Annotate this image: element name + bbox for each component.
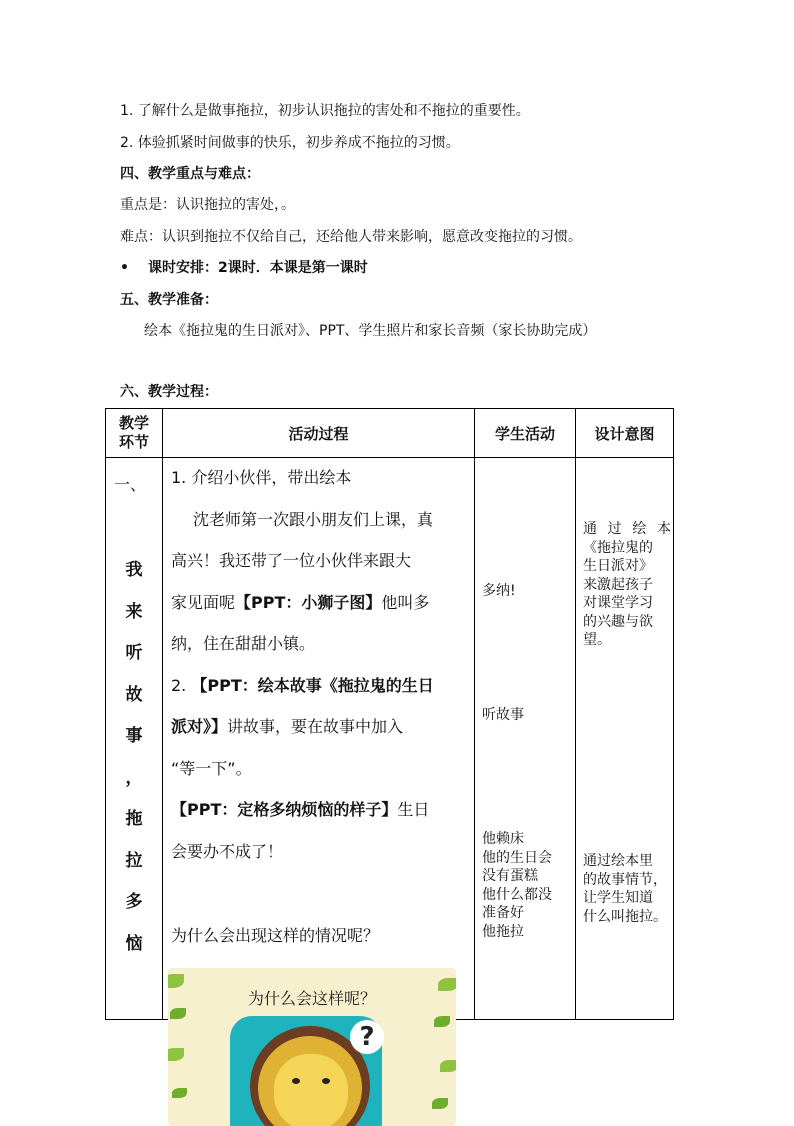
- lesson-table: [105, 408, 674, 1020]
- bullet-icon: •: [120, 260, 129, 276]
- ppt-cue: 【PPT：绘本故事《拖拉鬼的生日: [191, 676, 434, 695]
- design-line: 的兴趣与欲: [583, 613, 653, 630]
- header-student: 学生活动: [475, 409, 576, 458]
- stage-char: 恼: [125, 933, 143, 954]
- design-intent-1: [583, 520, 671, 650]
- leaf-icon: [440, 1060, 456, 1072]
- leaf-icon: [172, 1088, 187, 1098]
- activity-item-2: [171, 676, 467, 696]
- design-line: 通过绘本里: [583, 853, 653, 869]
- design-line: 对课堂学习: [583, 595, 653, 611]
- leaf-icon: [432, 1098, 448, 1109]
- activity-text-part: 讲故事，要在故事中加入: [227, 717, 404, 736]
- schedule-line: [120, 258, 368, 278]
- leaf-icon: [434, 1016, 450, 1027]
- stage-char: 拉: [125, 850, 143, 871]
- item-number: 2.: [171, 676, 192, 695]
- activity-text-part: 生日: [397, 800, 430, 819]
- schedule-text: 课时安排：2课时．本课是第一课时: [148, 260, 368, 276]
- activity-text: 会要办不成了！: [171, 842, 284, 861]
- design-line: 通过绘本: [583, 521, 671, 537]
- lion-eye: [322, 1078, 330, 1084]
- stage-char: 多: [125, 892, 143, 912]
- lion-illustration: [230, 1016, 382, 1126]
- stage-cell: [106, 458, 163, 1020]
- section-4-title: 四、教学重点与难点：: [120, 166, 260, 182]
- difficulty: 难点：认识到拖拉不仅给自己，还给他人带来影响，愿意改变拖拉的习惯。: [120, 229, 582, 245]
- section-6-title: 六、教学过程：: [120, 384, 218, 400]
- design-line: 《拖拉鬼的: [583, 539, 653, 556]
- student-response: 没有蛋糕: [482, 868, 538, 884]
- header-stage-line-1: 教学: [118, 414, 149, 432]
- student-response: 听故事: [482, 707, 524, 723]
- stage-char: 我: [125, 560, 143, 580]
- activity-text-part: 他叫多: [381, 593, 430, 612]
- goal-2: 2. 体验抓紧时间做事的快乐，初步养成不拖拉的习惯。: [120, 135, 460, 151]
- student-response: 他的生日会: [482, 849, 552, 866]
- stage-char: 听: [125, 643, 143, 663]
- stage-number: 一、: [114, 475, 147, 494]
- activity-text-part: 家见面呢: [171, 593, 236, 612]
- key-point: 重点是：认识拖拉的害处，。: [120, 197, 295, 213]
- ppt-cue: 派对》】: [171, 717, 228, 736]
- stage-char: 故: [125, 684, 143, 705]
- activity-text: 沈老师第一次跟小朋友们上课，真: [193, 510, 434, 529]
- section-5-title: 五、教学准备：: [120, 292, 218, 308]
- student-response: 准备好: [482, 905, 524, 921]
- design-line: 让学生知道: [583, 890, 653, 906]
- header-activity: 活动过程: [163, 409, 475, 458]
- design-cell: [576, 458, 674, 1020]
- header-design: 设计意图: [576, 409, 674, 458]
- activity-question: 为什么会出现这样的情况呢？: [171, 926, 380, 945]
- student-response: 他赖床: [482, 831, 524, 847]
- materials: 绘本《拖拉鬼的生日派对》、PPT、学生照片和家长音频（家长协助完成）: [144, 323, 597, 339]
- slide-title: 为什么会这样呢？: [247, 989, 376, 1008]
- activity-text: 高兴！我还带了一位小伙伴来跟大: [171, 551, 412, 570]
- leaf-icon: [170, 1008, 186, 1019]
- question-mark-icon: ?: [350, 1020, 384, 1054]
- ppt-slide-image: [168, 968, 456, 1126]
- design-line: 生日派对》: [583, 558, 653, 574]
- table-header-row: [106, 409, 674, 458]
- student-response: 他什么都没: [482, 886, 552, 903]
- activity-item-1-title: 1. 介绍小伙伴，带出绘本: [171, 468, 352, 487]
- activity-text: [171, 593, 467, 613]
- stage-name: [106, 550, 162, 965]
- stage-char: ，: [125, 767, 143, 788]
- table-row: [106, 458, 674, 1020]
- lion-eye: [292, 1078, 300, 1084]
- lion-face: [274, 1054, 348, 1126]
- header-stage-line-2: 环节: [118, 433, 149, 451]
- student-response: 他拖拉: [482, 923, 524, 940]
- activity-text: [171, 800, 467, 820]
- activity-text: “等一下”。: [171, 759, 252, 778]
- student-response: 多纳!: [482, 583, 516, 599]
- header-stage: [106, 409, 163, 458]
- design-line: 的故事情节，: [583, 871, 667, 888]
- stage-char: 事: [125, 726, 143, 746]
- stage-char: 拖: [125, 809, 143, 829]
- ppt-cue: 【PPT：小狮子图】: [235, 593, 382, 612]
- goal-1: 1. 了解什么是做事拖拉，初步认识拖拉的害处和不拖拉的重要性。: [120, 103, 530, 119]
- activity-text: 纳，住在甜甜小镇。: [171, 634, 316, 653]
- stage-char: 来: [125, 601, 143, 622]
- design-line: 什么叫拖拉。: [583, 908, 667, 925]
- student-cell: [475, 458, 576, 1020]
- design-line: 望。: [583, 632, 611, 648]
- activity-cell: [163, 458, 475, 1020]
- ppt-cue: 【PPT：定格多纳烦恼的样子】: [171, 800, 398, 819]
- activity-text: [171, 717, 467, 737]
- leaf-icon: [168, 1048, 184, 1061]
- design-line: 来激起孩子: [583, 576, 653, 593]
- design-intent-2: [583, 852, 671, 926]
- student-response-list: [482, 830, 552, 941]
